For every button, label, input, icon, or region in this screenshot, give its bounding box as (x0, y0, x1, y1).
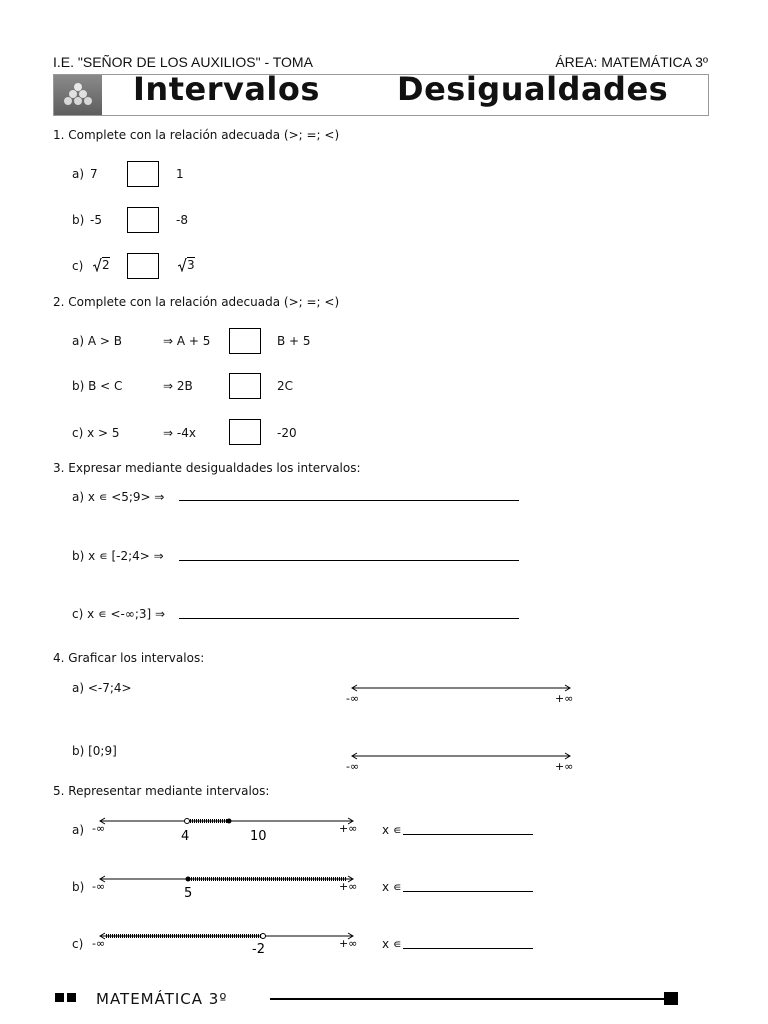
q1-c-label: c) (72, 259, 84, 273)
q2-a-right: B + 5 (277, 334, 311, 348)
q5-b-point1-label: 5 (184, 886, 193, 901)
q1-b-label: b) (72, 213, 85, 227)
q1-b-answer-box[interactable] (127, 207, 159, 233)
q5-b-number-line (88, 870, 368, 902)
q5-c-number-line (88, 927, 368, 959)
q5-b-pos-inf: +∞ (339, 880, 358, 893)
q1-c-answer-box[interactable] (127, 253, 159, 279)
q2-c-mid: ⇒ -4x (163, 426, 196, 440)
q5-c-point1-label: -2 (252, 942, 265, 957)
q1-a-answer-box[interactable] (127, 161, 159, 187)
q3-b-text: b) x ∊ [-2;4> ⇒ (72, 549, 164, 563)
q5-b-neg-inf: -∞ (92, 880, 106, 893)
q5-b-closed-point (186, 877, 191, 882)
subject-area: ÁREA: MATEMÁTICA 3º (555, 54, 708, 70)
q5-a-pos-inf: +∞ (339, 822, 358, 835)
q4-b-text: b) [0;9] (72, 744, 117, 758)
q5-c-neg-inf: -∞ (92, 937, 106, 950)
q5-a-neg-inf: -∞ (92, 822, 106, 835)
q2-a-label: a) A > B (72, 334, 122, 348)
q4-b-number-line[interactable] (340, 748, 590, 778)
footer-text: MATEMÁTICA 3º (96, 990, 228, 1008)
q5-a-open-point (185, 819, 190, 824)
q5-b-label: b) (72, 880, 85, 894)
q1-c-left-radicand: 2 (102, 258, 110, 272)
sqrt-icon (178, 258, 187, 272)
school-name: I.E. "SEÑOR DE LOS AUXILIOS" - TOMA (53, 54, 313, 70)
q5-c-pos-inf: +∞ (339, 937, 358, 950)
q2-b-answer-box[interactable] (229, 373, 261, 399)
q1-a-right: 1 (176, 167, 184, 181)
q3-prompt: 3. Expresar mediante desigualdades los intervalos: (53, 461, 361, 475)
q4-a-text: a) <-7;4> (72, 681, 132, 695)
q2-a-answer-box[interactable] (229, 328, 261, 354)
q1-b-right: -8 (176, 213, 188, 227)
q2-b-label: b) B < C (72, 379, 123, 393)
q5-a-label: a) (72, 823, 85, 837)
q5-a-number-line (88, 812, 368, 844)
q2-c-label: c) x > 5 (72, 426, 120, 440)
q5-prompt: 5. Representar mediante intervalos: (53, 784, 270, 798)
q1-c-right-sqrt (178, 258, 195, 272)
q1-a-left: 7 (90, 167, 98, 181)
q5-a-point1-label: 4 (181, 829, 190, 844)
q5-a-answer-line[interactable] (403, 834, 533, 835)
footer-square-icon (67, 993, 76, 1002)
q2-a-mid: ⇒ A + 5 (163, 334, 211, 348)
footer-square-icon (55, 993, 64, 1002)
q4-a-number-line[interactable] (340, 680, 590, 710)
q1-c-left-sqrt (93, 258, 110, 272)
footer-end-square-icon (664, 992, 678, 1005)
q5-c-open-point (261, 934, 266, 939)
title-intervalos: Intervalos (133, 70, 320, 108)
q4-a-pos-inf: +∞ (555, 692, 574, 705)
q1-prompt: 1. Complete con la relación adecuada (>; =; <) (53, 128, 340, 142)
q5-b-answer-line[interactable] (403, 891, 533, 892)
q1-a-label: a) (72, 167, 85, 181)
q3-c-text: c) x ∊ <-∞;3] ⇒ (72, 607, 166, 621)
q2-c-right: -20 (277, 426, 297, 440)
q3-c-answer-line[interactable] (179, 618, 519, 619)
q2-b-right: 2C (277, 379, 294, 393)
q5-a-closed-point (227, 819, 232, 824)
q1-c-right-radicand: 3 (187, 258, 195, 272)
q1-b-left: -5 (90, 213, 102, 227)
q3-b-answer-line[interactable] (179, 560, 519, 561)
sqrt-icon (93, 258, 102, 272)
q4-a-neg-inf: -∞ (346, 692, 360, 705)
q4-b-pos-inf: +∞ (555, 760, 574, 773)
spheres-logo-icon (54, 75, 102, 115)
q3-a-text: a) x ∊ <5;9> ⇒ (72, 490, 165, 504)
q4-prompt: 4. Graficar los intervalos: (53, 651, 205, 665)
q2-b-mid: ⇒ 2B (163, 379, 193, 393)
q5-a-point2-label: 10 (250, 829, 267, 844)
q2-prompt: 2. Complete con la relación adecuada (>; =; <) (53, 295, 340, 309)
q5-a-x-in: x ∊ (382, 823, 402, 837)
title-desigualdades: Desigualdades (397, 70, 669, 108)
q2-c-answer-box[interactable] (229, 419, 261, 445)
q5-c-label: c) (72, 937, 84, 951)
q5-b-x-in: x ∊ (382, 880, 402, 894)
footer-rule (270, 998, 664, 1000)
q5-c-x-in: x ∊ (382, 937, 402, 951)
q4-b-neg-inf: -∞ (346, 760, 360, 773)
q3-a-answer-line[interactable] (179, 500, 519, 501)
q5-c-answer-line[interactable] (403, 948, 533, 949)
